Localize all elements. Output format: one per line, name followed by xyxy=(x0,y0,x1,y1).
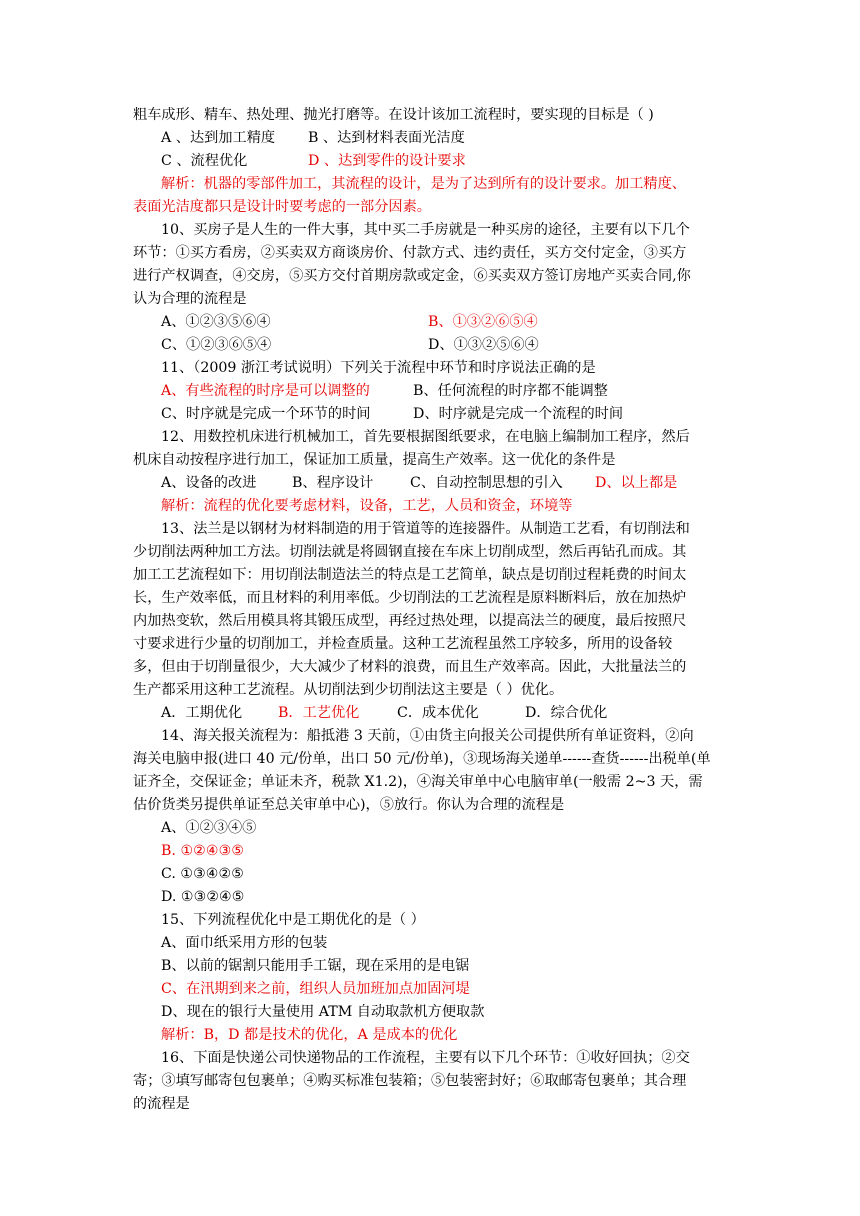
q12-line2: 机床自动按程序进行加工，保证加工质量，提高生产效率。这一优化的条件是 xyxy=(133,452,616,468)
q11-row-cd xyxy=(161,404,624,425)
q10-option-a: A、①②③⑤⑥④ xyxy=(161,314,271,330)
q11-option-d: D、时序就是完成一个流程的时间 xyxy=(413,406,624,422)
q10-option-b-answer: B、①③②⑥⑤④ xyxy=(428,314,538,330)
q16-line2: 寄；③填写邮寄包包裹单；④购买标准包装箱；⑤包装密封好；⑥取邮寄包裹单；其合理 xyxy=(133,1073,687,1089)
q12-option-c: C、自动控制思想的引入 xyxy=(410,475,563,491)
q13-line5: 内加热变软，然后用模具将其锻压成型，再经过热处理，以提高法兰的硬度，最后按照尺 xyxy=(133,613,687,629)
q13-line2: 少切削法两种加工方法。切削法就是将圆钢直接在车床上切削成型，然后再钻孔而成。其 xyxy=(133,544,687,560)
q13-option-c: C．成本优化 xyxy=(397,705,479,721)
q9-option-b: B 、达到材料表面光洁度 xyxy=(308,130,465,146)
q13-line8: 生产都采用这种工艺流程。从切削法到少切削法这主要是（ ）优化。 xyxy=(133,682,564,698)
q9-analysis-line2: 表面光洁度都只是设计时要考虑的一部分因素。 xyxy=(133,199,431,215)
q10-option-d: D、①③②⑤⑥④ xyxy=(428,337,539,353)
q10-row-cd xyxy=(161,335,539,356)
q16-line3: 的流程是 xyxy=(133,1096,190,1112)
q10-line4: 认为合理的流程是 xyxy=(133,291,247,307)
q9-option-d-answer: D 、达到零件的设计要求 xyxy=(308,153,466,169)
q14-option-a: A、①②③④⑤ xyxy=(161,820,257,836)
q11-line1: 11、（2009 浙江考试说明）下列关于流程中环节和时序说法正确的是 xyxy=(161,360,596,376)
q12-line1: 12、用数控机床进行机械加工，首先要根据图纸要求，在电脑上编制加工程序，然后 xyxy=(161,429,690,445)
q14-option-d: D. ①③②④⑤ xyxy=(161,889,245,905)
q13-option-a: A．工期优化 xyxy=(161,705,243,721)
q11-option-a-answer: A、有些流程的时序是可以调整的 xyxy=(161,383,370,399)
q15-option-c-answer: C、在汛期到来之前，组织人员加班加点加固河堤 xyxy=(161,981,470,997)
q14-option-b-answer: B. ①②④③⑤ xyxy=(161,843,245,859)
q12-option-a: A、设备的改进 xyxy=(161,475,257,491)
q15-analysis: 解析：B，D 都是技术的优化，A 是成本的优化 xyxy=(161,1027,458,1043)
q15-line1: 15、下列流程优化中是工期优化的是（ ） xyxy=(161,912,425,928)
q14-line4: 估价货类另提供单证至总关审单中心)，⑤放行。你认为合理的流程是 xyxy=(133,797,565,813)
q13-line3: 加工工艺流程如下：用切削法制造法兰的特点是工艺简单，缺点是切削过程耗费的时间太 xyxy=(133,567,687,583)
q14-line2: 海关电脑申报(进口 40 元/份单，出口 50 元/份单)，③现场海关递单------查货------出税单(单 xyxy=(133,751,711,767)
q9-analysis-line1: 解析：机器的零部件加工，其流程的设计，是为了达到所有的设计要求。加工精度、 xyxy=(161,176,686,192)
q15-option-b: B、以前的锯割只能用手工锯，现在采用的是电锯 xyxy=(161,958,470,974)
q10-line2: 环节：①买方看房，②买卖双方商谈房价、付款方式、违约责任，买方交付定金，③买方 xyxy=(133,245,687,261)
q10-option-c: C、①②③⑥⑤④ xyxy=(161,337,272,353)
q13-option-b-answer: B．工艺优化 xyxy=(278,705,360,721)
q15-option-a: A、面巾纸采用方形的包装 xyxy=(161,935,328,951)
q10-row-ab xyxy=(161,312,538,333)
q15-option-d: D、现在的银行大量使用 ATM 自动取款机方便取款 xyxy=(161,1004,485,1020)
q16-line1: 16、下面是快递公司快递物品的工作流程，主要有以下几个环节：①收好回执；②交 xyxy=(161,1050,690,1066)
q14-line1: 14、海关报关流程为：船抵港 3 天前，①由货主向报关公司提供所有单证资料，②向 xyxy=(161,728,694,744)
q10-line1: 10、买房子是人生的一件大事，其中买二手房就是一种买房的途径，主要有以下几个 xyxy=(161,222,690,238)
q13-line6: 寸要求进行少量的切削加工，并检查质量。这种工艺流程虽然工序较多，所用的设备较 xyxy=(133,636,673,652)
q13-options-row xyxy=(161,703,608,724)
q11-option-b: B、任何流程的时序都不能调整 xyxy=(413,383,608,399)
q13-line1: 13、法兰是以钢材为材料制造的用于管道等的连接器件。从制造工艺看，有切削法和 xyxy=(161,521,690,537)
q9-row-ab xyxy=(161,128,465,149)
intro-line: 粗车成形、精车、热处理、抛光打磨等。在设计该加工流程时，要实现的目标是（ ) xyxy=(133,107,654,123)
q11-row-ab xyxy=(161,381,608,402)
q12-options-row xyxy=(161,473,678,494)
q14-line3: 证齐全，交保证金；单证未齐，税款 X1.2)，④海关审单中心电脑审单(一般需 2~3 天，需 xyxy=(133,774,703,790)
q9-option-c: C 、流程优化 xyxy=(161,153,248,169)
q9-option-a: A 、达到加工精度 xyxy=(161,130,276,146)
q12-option-d-answer: D、以上都是 xyxy=(595,475,678,491)
q10-line3: 进行产权调查，④交房，⑤买方交付首期房款或定金，⑥买卖双方签订房地产买卖合同,你 xyxy=(133,268,691,284)
q9-row-cd xyxy=(161,151,466,172)
q14-option-c: C. ①③④②⑤ xyxy=(161,866,244,882)
q11-option-c: C、时序就是完成一个环节的时间 xyxy=(161,406,371,422)
q13-option-d: D．综合优化 xyxy=(525,705,608,721)
q13-line7: 多，但由于切削量很少，大大减少了材料的浪费，而且生产效率高。因此，大批量法兰的 xyxy=(133,659,687,675)
q12-option-b: B、程序设计 xyxy=(292,475,374,491)
q13-line4: 长，生产效率低，而且材料的利用率低。少切削法的工艺流程是原料断料后，放在加热炉 xyxy=(133,590,687,606)
q12-analysis: 解析：流程的优化要考虑材料，设备，工艺，人员和资金，环境等 xyxy=(161,498,573,514)
